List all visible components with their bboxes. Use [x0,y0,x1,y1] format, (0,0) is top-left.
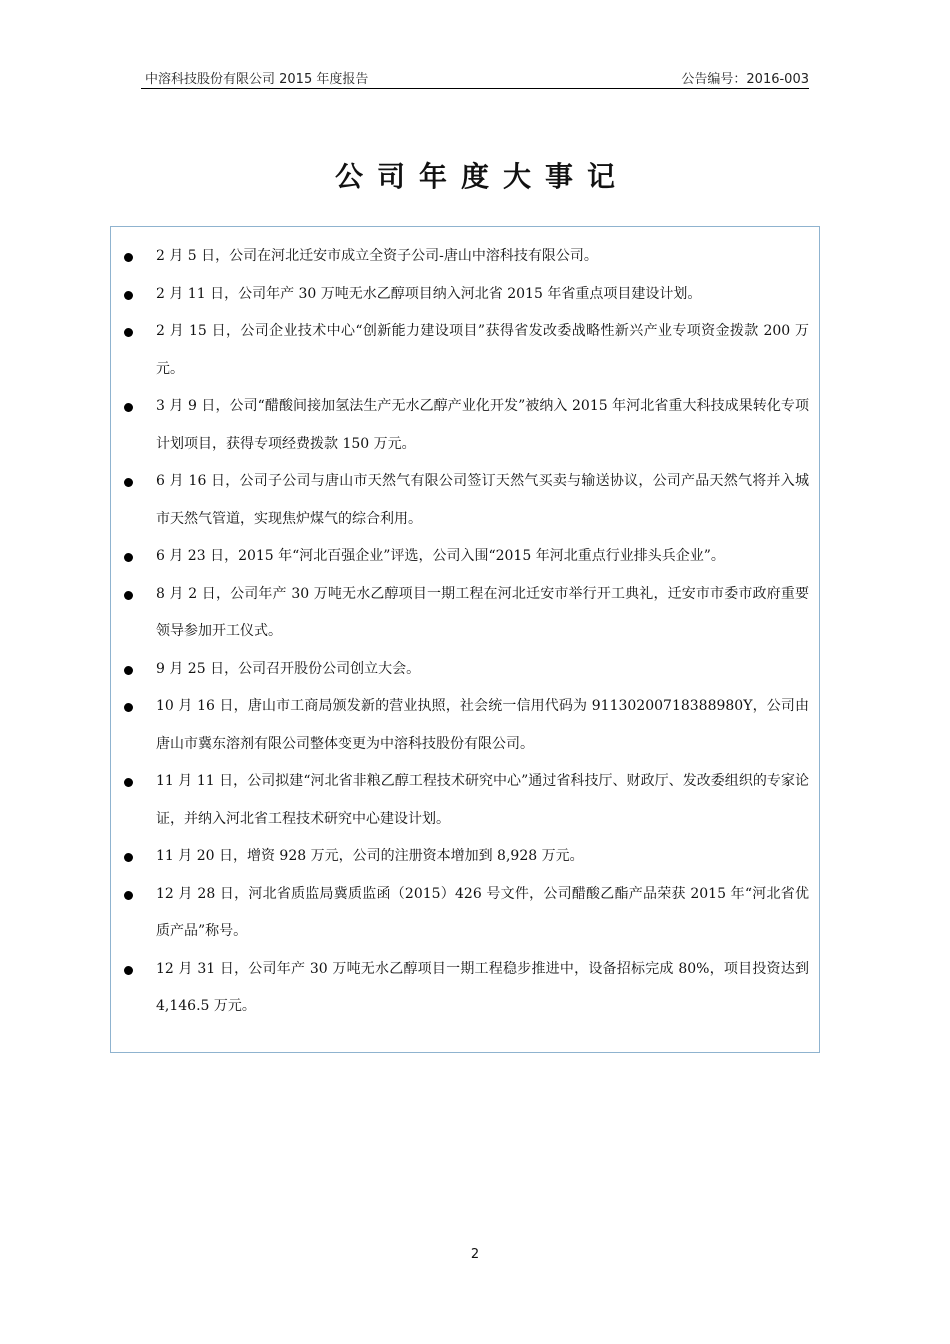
event-text: 2 月 11 日，公司年产 30 万吨无水乙醇项目纳入河北省 2015 年省重点项目建设计划。 [156,285,702,302]
event-item [111,763,819,838]
event-text: 11 月 11 日，公司拟建“河北省非粮乙醇工程技术研究中心”通过省科技厅、财政厅、发改委组织的专家论证，并纳入河北省工程技术研究中心建设计划。 [156,773,809,827]
bullet-icon [124,403,133,412]
event-text: 2 月 15 日，公司企业技术中心“创新能力建设项目”获得省发改委战略性新兴产业专项资金拨款 200 万元。 [156,323,809,377]
header-announcement-number: 公告编号：2016-003 [681,72,809,87]
event-item [111,688,819,763]
bullet-icon [124,328,133,337]
bullet-icon [124,853,133,862]
bullet-icon [124,703,133,712]
bullet-icon [124,778,133,787]
header-report-title: 中溶科技股份有限公司 2015 年度报告 [145,72,369,87]
event-text: 6 月 16 日，公司子公司与唐山市天然气有限公司签订天然气买卖与输送协议，公司产品天然气将并入城市天然气管道，实现焦炉煤气的综合利用。 [156,473,809,527]
event-item [111,876,819,951]
event-text: 2 月 5 日，公司在河北迁安市成立全资子公司-唐山中溶科技有限公司。 [156,248,598,264]
event-item [111,276,819,314]
event-item [111,313,819,388]
event-text: 3 月 9 日，公司“醋酸间接加氢法生产无水乙醇产业化开发”被纳入 2015 年河北省重大科技成果转化专项计划项目，获得专项经费拨款 150 万元。 [156,398,809,452]
event-text: 12 月 31 日，公司年产 30 万吨无水乙醇项目一期工程稳步推进中，设备招标完成 80%，项目投资达到 4,146.5 万元。 [156,960,809,1014]
event-text: 10 月 16 日，唐山市工商局颁发新的营业执照，社会统一信用代码为 91130200718388980Y，公司由唐山市冀东溶剂有限公司整体变更为中溶科技股份有限公司。 [156,698,809,752]
event-text: 6 月 23 日，2015 年“河北百强企业”评选，公司入围“2015 年河北重点行业排头兵企业”。 [156,548,725,564]
event-item [111,238,819,276]
bullet-icon [124,478,133,487]
event-item [111,951,819,1026]
event-item [111,538,819,576]
bullet-icon [124,291,133,300]
bullet-icon [124,253,133,262]
event-item [111,576,819,651]
bullet-icon [124,666,133,675]
bullet-icon [124,553,133,562]
event-text: 11 月 20 日，增资 928 万元，公司的注册资本增加到 8,928 万元。 [156,848,584,864]
event-text: 8 月 2 日，公司年产 30 万吨无水乙醇项目一期工程在河北迁安市举行开工典礼，迁安市市委市政府重要领导参加开工仪式。 [156,585,809,639]
event-text: 9 月 25 日，公司召开股份公司创立大会。 [156,660,421,677]
events-box [110,226,820,1053]
events-list [111,238,819,1026]
page-number: 2 [470,1247,480,1262]
event-item [111,651,819,689]
event-item [111,388,819,463]
bullet-icon [124,966,133,975]
event-item [111,838,819,876]
bullet-icon [124,591,133,600]
bullet-icon [124,891,133,900]
event-item [111,463,819,538]
page-title: 公司年度大事记 [334,160,629,193]
page-header [141,66,809,89]
event-text: 12 月 28 日，河北省质监局冀质监函（2015）426 号文件，公司醋酸乙酯产品荣获 2015 年“河北省优质产品”称号。 [156,885,809,939]
